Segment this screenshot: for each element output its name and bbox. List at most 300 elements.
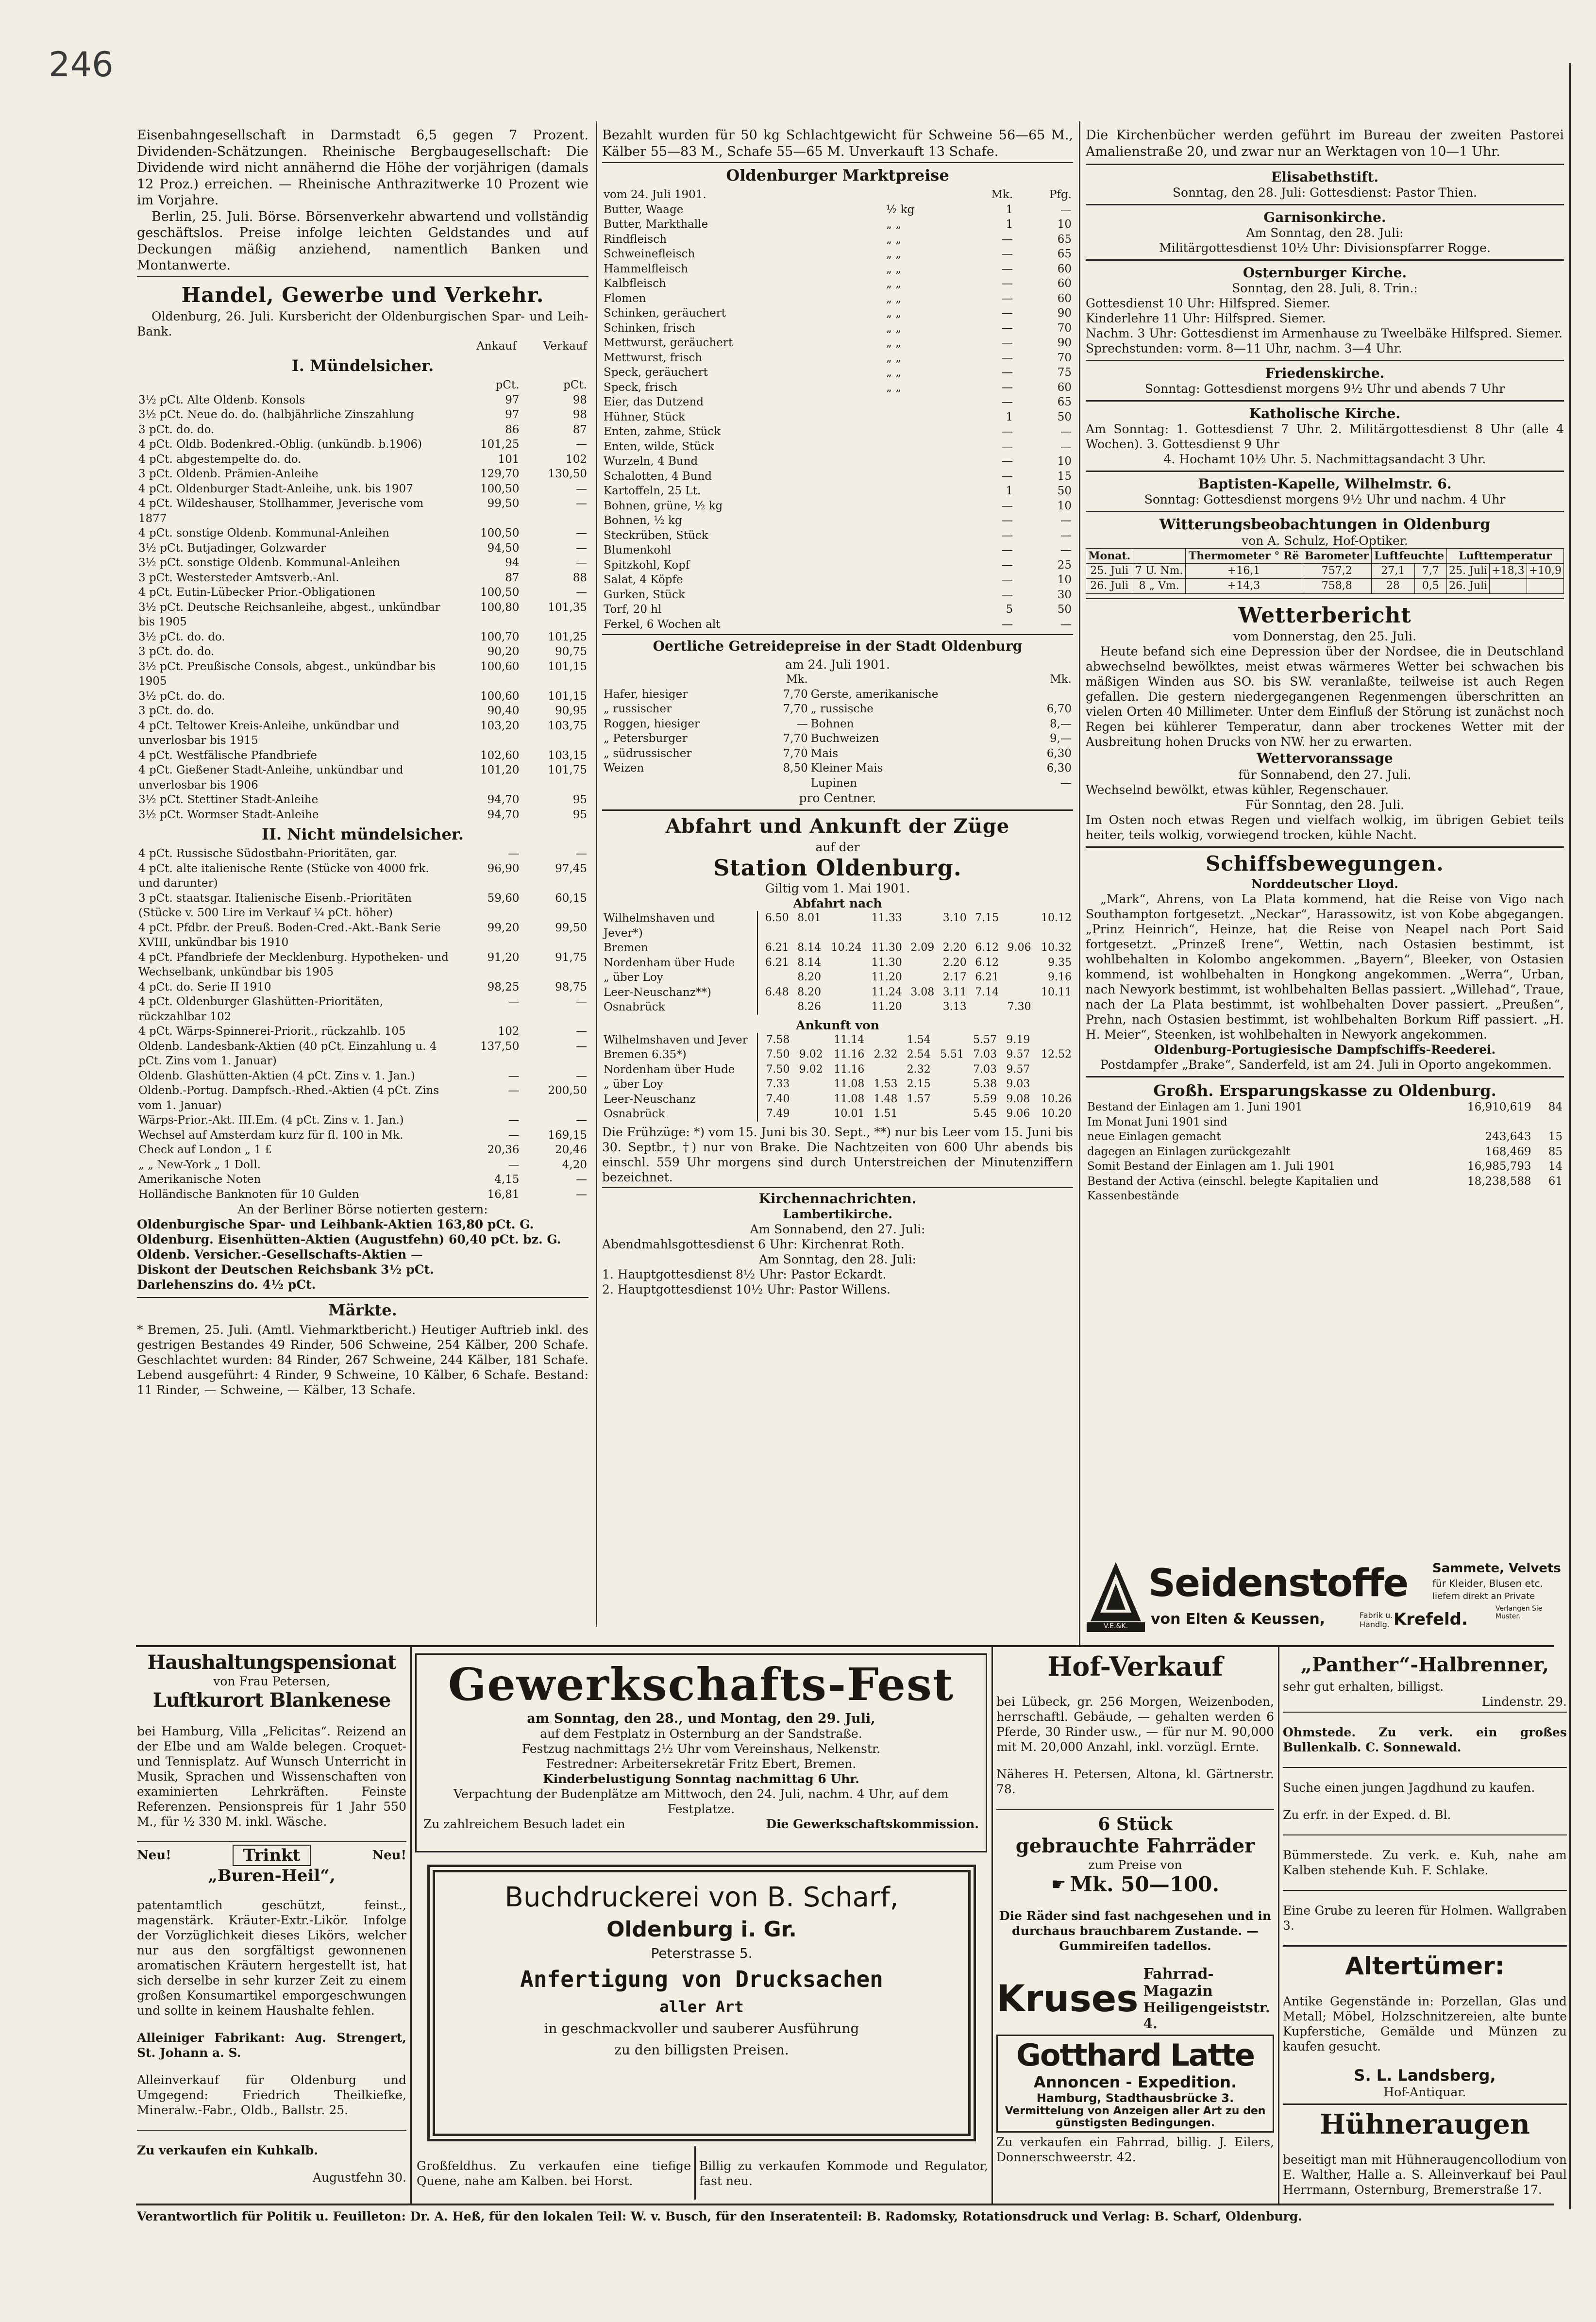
market-row-cell: „ „ [886, 218, 902, 231]
sparkasse-cell: 61 [1548, 1175, 1562, 1188]
bond-row-cell: 101,20 [480, 764, 520, 776]
market-row-cell: Salat, 4 Köpfe [604, 573, 683, 586]
weather-table [1086, 548, 1564, 594]
market-row-cell: Ferkel, 6 Wochen alt [604, 618, 721, 631]
bond-row-cell: 4 pCt. alte italienische Rente (Stücke von 4000 frk. und darunter) [138, 862, 429, 890]
gewerk-sign-row [423, 1817, 979, 1832]
haushalt-kurort: Luftkurort Blankenese [152, 1689, 391, 1712]
weather-cell: 27,1 [1372, 564, 1415, 579]
market-row-cell: — [1060, 440, 1072, 453]
bond-row [137, 1158, 588, 1173]
bond-row-cell: — [508, 847, 520, 860]
seiden-muster: Verlangen Sie Muster. [1495, 1605, 1543, 1620]
market-row-cell: 10 [1057, 455, 1072, 468]
bond-row [137, 644, 588, 659]
osternburg-line: Sonntag, den 28. Juli, 8. Trin.: [1232, 281, 1418, 295]
train-cell [932, 1077, 965, 1092]
grain-row-cell: 6,70 [1046, 703, 1072, 715]
bond-row [137, 1039, 588, 1069]
ads-rule-3 [1278, 1647, 1279, 2204]
train-cell: 7.50 [766, 1048, 790, 1060]
train-cell: 7.03 [973, 1048, 997, 1060]
sparkasse-cell: 18,238,588 [1467, 1175, 1531, 1188]
bond-row [137, 808, 588, 823]
market-row-cell: Kartoffeln, 25 Lt. [604, 485, 701, 497]
weather-cell: 0,5 [1414, 579, 1446, 594]
bond-row-cell: 98,75 [555, 980, 587, 993]
bond-row-cell: 103,20 [480, 719, 520, 732]
market-row-cell: — [1002, 337, 1013, 349]
market-row-cell: — [1002, 455, 1013, 468]
sparkasse-cell: 14 [1548, 1160, 1562, 1173]
ship-text: „Mark“, Ahrens, von La Plata kommend, hat die Reise von Vigo nach Southampton fortgesetzt. „Neckar“, Harassowitz, ist von Kobe abgegangen. „Prinz Heinrich“, Heinze, hat die Reise von Neapel nach Port Said fortgesetzt. „Prinzeß Irene“, Wettin, nach Ostasien bestimmt, ist wohlbehalten in Kolombo angekommen. „Bayern“, Bleeker, von Ostasien kommend, ist wohlbehalten in Hongkong angekommen. „Werra“, Urban, nach Newyork bestimmt, ist wohlbehalten Bellas passiert. „Willehad“, Traue, nach der La Plata bestimmt, ist wohlbehalten Dover passiert. „Preußen“, Prehn, nach Ostasien bestimmt, ist wohlbehalten Borkum Riff passiert. „H. H. Meier“, Steenken, ist wohlbehalten in Newyork angekommen. [1086, 892, 1564, 1042]
kruse-row [996, 1966, 1274, 2032]
latte-box [996, 2035, 1274, 2133]
bond-row-cell: 91,20 [487, 951, 520, 964]
bond-row-cell: 4 pCt. Oldb. Bodenkred.-Oblig. (unkündb. b.1906) [138, 438, 422, 451]
bond-row-cell: 94,70 [487, 793, 520, 806]
divider [1086, 259, 1564, 261]
bond-row-cell: — [576, 1040, 587, 1053]
wetterbericht-date: vom Donnerstag, den 25. Juli. [1233, 629, 1417, 643]
market-row-cell: Spitzkohl, Kopf [604, 558, 690, 572]
train-cell: 7.33 [766, 1078, 790, 1090]
kruse: Kruses [996, 1977, 1139, 2020]
bond-row-cell: 3 pCt. do. do. [138, 423, 215, 436]
train-cell: 8.26 [797, 1001, 822, 1013]
grain-row-cell: 6,30 [1046, 762, 1072, 774]
bond-row [137, 846, 588, 861]
market-row-cell: — [1002, 233, 1013, 246]
market-row-cell: — [1060, 544, 1072, 556]
market-row-cell: — [1002, 558, 1013, 572]
kath-line: Am Sonntag: 1. Gottesdienst 7 Uhr. 2. Militärgottesdienst 8 Uhr (alle 4 Wochen). 3. Gottesdienst 9 Uhr [1086, 422, 1564, 451]
market-row [602, 499, 1073, 514]
weather-by: von A. Schulz, Hof-Optiker. [1242, 534, 1408, 548]
bond-row [137, 585, 588, 600]
market-row [602, 217, 1073, 232]
haushalt-title: Haushaltungspensionat [147, 1651, 396, 1674]
vorhersage-line: Wechselnd bewölkt, etwas kühler, Regenschauer. [1086, 783, 1389, 797]
bond-row [137, 467, 588, 482]
market-row-cell: Speck, geräuchert [604, 366, 708, 379]
market-row-cell: 30 [1057, 588, 1072, 601]
train-cell: 9.02 [799, 1063, 823, 1076]
train-cell [757, 970, 790, 985]
train-cell: 6.50 [765, 912, 789, 924]
weather-cell: 26. Juli [1447, 579, 1490, 594]
bond-row-cell: — [576, 1069, 587, 1082]
bond-row-cell: 4 pCt. Pfdbr. der Preuß. Boden-Cred.-Akt.-Bank Serie XVIII, unkündbar bis 1910 [138, 921, 441, 949]
sub-muendelsicher: I. Mündelsicher. [291, 356, 434, 375]
osternburg-line: Nachm. 3 Uhr: Gottesdienst im Armenhause zu Tweelbäke Hilfspred. Siemer. [1086, 326, 1563, 340]
train-row [602, 956, 1073, 971]
bond-row [137, 1083, 588, 1113]
bond-row [137, 1024, 588, 1039]
gewerk-l2: auf dem Festplatz in Osternburg an der Sandstraße. [540, 1727, 862, 1741]
market-row [602, 232, 1073, 247]
train-cell [791, 1107, 824, 1122]
train-cell: Wilhelmshaven und Jever [602, 1033, 757, 1048]
market-row-cell: — [1002, 544, 1013, 556]
grain-row-cell [753, 776, 809, 791]
church-line: Abendmahlsgottesdienst 6 Uhr: Kirchenrat Roth. [602, 1237, 905, 1251]
fahrrad-mk-row [996, 1872, 1274, 1896]
grain-row-cell: „ russische [810, 703, 874, 715]
market-row [602, 469, 1073, 484]
bond-row-cell: Amerikanische Noten [138, 1173, 261, 1186]
train-cell [791, 1033, 824, 1048]
bond-row-cell: 4,15 [494, 1173, 520, 1186]
ads-bottom-rule [136, 2204, 1554, 2205]
train-cell: „ über Loy [602, 1077, 757, 1092]
train-cell: „ über Loy [602, 970, 757, 985]
market-row-cell [885, 484, 957, 499]
train-cell [904, 970, 936, 985]
bond-row-cell: 103,75 [548, 719, 587, 732]
alt-text: Antike Gegenstände in: Porzellan, Glas und Metall; Möbel, Holzschnitzereien, alte bunte Kupferstiche, Gemälde und Münzen zu kaufen gesucht. [1283, 1994, 1567, 2053]
bond-row-cell: 200,50 [548, 1084, 587, 1097]
gewerk-l7: Zu zahlreichem Besuch ladet ein [423, 1817, 625, 1831]
alt-title: Altertümer: [1345, 1952, 1505, 1980]
market-row-cell: — [1002, 292, 1013, 305]
fahrrad-mk: Mk. 50—100. [1070, 1872, 1220, 1896]
kath-title: Katholische Kirche. [1249, 405, 1401, 421]
market-row [602, 395, 1073, 410]
grain-row-cell: Weizen [604, 762, 644, 774]
gewerk-l1: am Sonntag, den 28., und Montag, den 29. Juli, [527, 1711, 875, 1726]
ad-kommode [699, 2146, 988, 2200]
train-cell [904, 956, 936, 971]
divider [602, 634, 1073, 635]
weather-cell: 7,7 [1414, 564, 1446, 579]
train-cell: 5.59 [973, 1093, 997, 1105]
bond-row-cell: 129,70 [480, 468, 520, 480]
train-cell: 11.16 [834, 1063, 865, 1076]
divider [602, 1187, 1073, 1188]
market-row-cell: — [1002, 307, 1013, 320]
bond-row-cell: 4 pCt. Westfälische Pfandbriefe [138, 749, 317, 762]
seiden-word: Seidenstoffe [1148, 1562, 1408, 1605]
train-row [602, 1047, 1073, 1062]
bond-row-cell: 3½ pCt. Wormser Stadt-Anleihe [138, 808, 319, 821]
bond-row-cell: 101,25 [480, 438, 520, 451]
seiden-r1: Sammete, Velvets [1432, 1561, 1561, 1576]
train-cell: 7.58 [766, 1033, 790, 1046]
grain-row-cell [998, 687, 1073, 702]
market-row [602, 262, 1073, 277]
train-cell: 2.54 [907, 1048, 931, 1060]
grain-row-cell: 7,70 [783, 747, 808, 760]
lamberti-title: Lambertikirche. [783, 1207, 892, 1221]
train-cell: 3.08 [910, 986, 935, 998]
bond-row-cell: 4 pCt. do. Serie II 1910 [138, 980, 271, 993]
market-row-cell: — [1002, 425, 1013, 438]
bond-row-cell: 4 pCt. Oldenburger Glashütten-Prioritäten, rückzahlbar 102 [138, 995, 384, 1023]
bond-row-cell: 94,70 [487, 808, 520, 821]
grain-row [602, 717, 1073, 732]
train-cell: 10.26 [1041, 1093, 1072, 1105]
bond-row-cell: 100,60 [480, 690, 520, 703]
market-row-cell: ½ kg [886, 203, 915, 216]
weather-head-cell [1133, 549, 1185, 564]
bond-table-2 [137, 846, 588, 1202]
train-cell: 9.35 [1048, 956, 1072, 969]
bond-row-cell: 16,81 [487, 1188, 520, 1201]
train-cell: 9.19 [1006, 1033, 1030, 1046]
bond-row-cell: 60,15 [555, 892, 587, 905]
scharf-l2: zu den billigsten Preisen. [614, 2042, 789, 2058]
market-row [602, 276, 1073, 291]
train-cell: Leer-Neuschanz**) [602, 985, 757, 1000]
scharf-street: Peterstrasse 5. [651, 1945, 753, 1961]
market-row [602, 291, 1073, 306]
market-row-cell: 1 [1006, 410, 1013, 423]
weather-cell: +16,1 [1185, 564, 1302, 579]
market-row-cell: „ „ [886, 248, 902, 260]
market-row-cell: 65 [1057, 248, 1072, 260]
divider [1283, 2103, 1567, 2105]
bond-row [137, 792, 588, 808]
train-row [602, 1033, 1073, 1048]
ad-gewerkschaft [415, 1653, 987, 1852]
weather-cell: +18,3 [1490, 564, 1527, 579]
berlin-boerse: Berlin, 25. Juli. Börse. Börsenverkehr abwartend und vollständig geschäftslos. Preise infolge leichten Geldstandes und auf Deckungen mäßig anziehend, namentlich Banken und Montanwerte. [137, 209, 588, 273]
hof-text: bei Lübeck, gr. 256 Morgen, Weizenboden, herrschaftl. Gebäude, — gehalten werden 6 Pferde, 30 Rinder usw., — für nur M. 90,000 mit M. 20,000 Anzahl, inkl. vorzügl. Ernte. [996, 1695, 1274, 1754]
bond-row-cell: 169,15 [548, 1128, 587, 1142]
ad-grossfeldhus [417, 2146, 691, 2200]
market-row-cell [885, 469, 957, 484]
ad-panther [1283, 1651, 1567, 2200]
market-row-cell: — [1060, 514, 1072, 527]
vorhersage-lines [1086, 767, 1564, 842]
train-cell: 6.21 [975, 971, 999, 983]
market-row-cell: — [1002, 470, 1013, 483]
divider [1086, 400, 1564, 402]
train-cell: 2.15 [907, 1078, 931, 1090]
seidenstoffe-ad [1083, 1556, 1561, 1639]
train-cell: Nordenham über Hude [602, 956, 757, 971]
train-cell: 5.57 [973, 1033, 997, 1046]
vorhersage-line: Im Osten noch etwas Regen und vielfach wolkig, im übrigen Gebiet teils heiter, teils wolkig, vorwiegend trocken, kühle Nacht. [1086, 813, 1564, 842]
kursbericht: Oldenburg, 26. Juli. Kursbericht der Oldenburgischen Spar- und Leih-Bank. [137, 309, 588, 338]
grain-row-cell: Kleiner Mais [810, 762, 883, 774]
bond-row-cell: 99,50 [487, 497, 520, 510]
bond-row-cell: Holländische Banknoten für 10 Gulden [138, 1188, 359, 1201]
grain-row-cell: „ russischer [604, 703, 672, 715]
bond-row-cell: 3 pCt. staatsgar. Italienische Eisenb.-Prioritäten (Stücke v. 500 Lire im Verkauf ¼ pCt. höher) [138, 892, 412, 919]
bond-row-cell: 101,75 [548, 764, 587, 776]
wetterbericht-title: Wetterbericht [1238, 603, 1411, 628]
bond-row [137, 526, 588, 541]
sparkasse-cell: Somit Bestand der Einlagen am 1. Juli 1901 [1087, 1160, 1336, 1173]
alt-sub: Hof-Antiquar. [1383, 2085, 1466, 2099]
bond-row [137, 719, 588, 748]
bond-row-cell: 102 [566, 453, 587, 466]
train-cell: 10.01 [834, 1108, 865, 1120]
market-row-cell: — [1002, 262, 1013, 275]
train-cell: 9.08 [1006, 1093, 1030, 1105]
bond-row-cell: 3½ pCt. do. do. [138, 630, 225, 643]
train-cell [932, 1033, 965, 1048]
sparkasse-cell: Im Monat Juni 1901 sind [1087, 1115, 1227, 1128]
bond-row-cell: — [508, 1114, 520, 1127]
market-row-cell: Schalotten, 4 Bund [604, 470, 712, 483]
bond-row-cell: 4,20 [562, 1158, 587, 1171]
train-cell: 1.51 [874, 1108, 898, 1120]
bond-row-cell: — [576, 1114, 587, 1127]
market-row-cell: Bohnen, grüne, ½ kg [604, 499, 723, 512]
train-auf: auf der [815, 840, 860, 854]
kuhkalb: Zu verkaufen ein Kuhkalb. [137, 2143, 318, 2157]
train-cell: 9.06 [1007, 942, 1031, 954]
train-cell: 2.09 [910, 942, 935, 954]
sparkasse-cell: Bestand der Einlagen am 1. Juni 1901 [1087, 1101, 1303, 1113]
market-row-cell: — [1060, 425, 1072, 438]
market-row-cell: Butter, Waage [604, 203, 684, 216]
grain-row-cell: Hafer, hiesiger [604, 688, 688, 701]
scharf-art: aller Art [659, 1998, 744, 2016]
sparkasse-cell: neue Einlagen gemacht [1087, 1130, 1221, 1143]
huehner-title: Hühneraugen [1320, 2108, 1530, 2140]
vorhersage-line: für Sonnabend, den 27. Juli. [1238, 768, 1411, 782]
market-row-cell: — [1002, 499, 1013, 512]
divider [1086, 164, 1564, 165]
divider [137, 2130, 406, 2131]
berliner-rows [137, 1217, 588, 1292]
bond-row-cell: 101,35 [548, 601, 587, 614]
baptist-title: Baptisten-Kapelle, Wilhelmstr. 6. [1198, 476, 1452, 492]
bond-row-cell: 4 pCt. Russische Südostbahn-Prioritäten, gar. [138, 847, 398, 860]
market-row-cell [885, 513, 957, 528]
kuhkalb-addr: Augustfehn 30. [312, 2171, 406, 2185]
weather-cell: 8 „ Vm. [1133, 579, 1185, 594]
ads-top-rule [136, 1645, 1554, 1647]
train-cell [823, 970, 863, 985]
train-cell: 11.08 [834, 1093, 865, 1105]
church-line: Am Sonnabend, den 27. Juli: [750, 1222, 925, 1236]
train-cell: Wilhelmshaven und Jever*) [602, 911, 757, 941]
buemmerstede: Bümmerstede. Zu verk. e. Kuh, nahe am Kalben stehende Kuh. F. Schlake. [1283, 1848, 1567, 1877]
scharf-title: Buchdruckerei von B. Scharf, [504, 1882, 899, 1913]
market-row-cell: 75 [1057, 366, 1072, 379]
fahrrad-stueck: 6 Stück [1098, 1814, 1173, 1834]
bond-row-cell: — [508, 1084, 520, 1097]
bond-row [137, 422, 588, 437]
jagdhund: Suche einen jungen Jagdhund zu kaufen. [1283, 1781, 1535, 1795]
gewerk-l8: Die Gewerkschaftskommission. [766, 1817, 979, 1831]
osternburg-line: Gottesdienst 10 Uhr: Hilfspred. Siemer. [1086, 296, 1330, 310]
grain-row-cell: Mais [810, 747, 839, 760]
bond-row-cell: 95 [572, 793, 587, 806]
train-cell: 9.57 [1006, 1048, 1030, 1060]
latte-hh: Hamburg, Stadthausbrücke 3. [1036, 2091, 1234, 2105]
train-cell [1000, 911, 1032, 941]
train-row [602, 1062, 1073, 1077]
divider [137, 1841, 406, 1842]
sparkasse-row [1086, 1159, 1564, 1174]
sparkasse-cell: Bestand der Activa (einschl. belegte Kapitalien und Kassenbestände [1087, 1175, 1379, 1202]
market-row-cell: Mettwurst, geräuchert [604, 337, 733, 349]
grain-row-cell: 9,— [1050, 732, 1072, 745]
market-row-cell: Torf, 20 hl [604, 603, 662, 616]
vorhersage-line: Für Sonntag, den 28. Juli. [1245, 798, 1405, 812]
train-cell: 11.08 [834, 1078, 865, 1090]
train-title: Abfahrt und Ankunft der Züge [665, 815, 1010, 838]
seiden-r2: für Kleider, Blusen etc. [1432, 1578, 1543, 1589]
bond-row-cell: 3½ pCt. Deutsche Reichsanleihe, abgest., unkündbar bis 1905 [138, 601, 440, 628]
market-row-cell: — [1002, 440, 1013, 453]
bond-row-cell: 94,50 [487, 541, 520, 555]
market-row-cell: Wurzeln, 4 Bund [604, 455, 698, 468]
grain-row [602, 776, 1073, 791]
market-row-cell: Speck, frisch [604, 381, 677, 394]
market-row [602, 202, 1073, 218]
market-row-cell: 60 [1057, 262, 1072, 275]
market-row-cell: 10 [1057, 573, 1072, 586]
kommode-text: Billig zu verkaufen Kommode und Regulator, fast neu. [699, 2159, 988, 2188]
weather-cell: 25. Juli [1086, 564, 1133, 579]
grain-row-cell: 7,70 [783, 703, 808, 715]
haushalt-text: bei Hamburg, Villa „Felicitas“. Reizend an der Elbe und am Walde belegen. Croquet- und Tennisplatz. Auf Wunsch Unterricht in Musik, Sprachen und Wissenschaften von examinierten Lehrkräften. Feinste Referenzen. Pensionspreis für 1 Jahr 550 M., für ½ 330 M. inkl. Wäsche. [137, 1724, 406, 1829]
bond-row-cell: Wechsel auf Amsterdam kurz für fl. 100 in Mk. [138, 1128, 403, 1142]
weather-title: Witterungsbeobachtungen in Oldenburg [1159, 516, 1491, 533]
garnison-line: Am Sonntag, den 28. Juli: [1246, 226, 1404, 240]
ad-haushalt [137, 1651, 406, 2200]
alt-by: S. L. Landsberg, [1354, 2066, 1496, 2085]
bond-row-cell: — [576, 556, 587, 569]
grain-row-cell: „ südrussischer [604, 747, 692, 760]
panther-t1: sehr gut erhalten, billigst. [1283, 1680, 1444, 1694]
grain-row-cell: Roggen, hiesiger [604, 717, 700, 730]
train-cell: 9.16 [1048, 971, 1072, 983]
fahrrad-r1: Die Räder sind fast nachgesehen und in durchaus brauchbarem Zustande. — Gummireifen tadellos. [999, 1909, 1272, 1953]
weather-head-cell: Monat. [1086, 549, 1133, 564]
elisabeth-title: Elisabethstift. [1271, 169, 1379, 185]
market-row-cell: Hammelfleisch [604, 262, 689, 275]
bond-row-cell: 4 pCt. sonstige Oldenb. Kommunal-Anleihen [138, 527, 389, 539]
market-row-cell: Hühner, Stück [604, 410, 685, 423]
bond-row [137, 1187, 588, 1202]
train-row [602, 941, 1073, 956]
train-cell: 11.16 [834, 1048, 865, 1060]
train-cell: 5.38 [973, 1078, 997, 1090]
bond-row-cell: — [508, 1069, 520, 1082]
bond-row [137, 704, 588, 719]
train-cell: 2.32 [874, 1048, 898, 1060]
pyramid-logo-icon [1087, 1559, 1145, 1632]
market-row-cell: Kalbfleisch [604, 277, 666, 290]
right-margin-rule [1569, 63, 1571, 2209]
friedens-title: Friedenskirche. [1265, 365, 1385, 381]
bond-row-cell: 87 [572, 423, 587, 436]
column-rule-2 [1079, 121, 1080, 1646]
grain-foot: pro Centner. [799, 791, 876, 805]
bond-row-cell: — [576, 995, 587, 1008]
scharf-anf: Anfertigung von Drucksachen [520, 1966, 883, 1992]
train-cell [932, 1107, 965, 1122]
osternburg-line: Kinderlehre 11 Uhr: Hilfspred. Siemer. [1086, 311, 1326, 325]
bond-row-cell: 99,50 [555, 921, 587, 934]
bond-row-cell: 137,50 [480, 1040, 520, 1053]
bond-row-cell: 100,60 [480, 660, 520, 673]
ad-buchdruckerei [427, 1865, 976, 2141]
train-cell [932, 1062, 965, 1077]
church-title: Kirchennachrichten. [758, 1190, 917, 1207]
arrival-table [602, 1033, 1073, 1122]
market-row-cell: — [1002, 277, 1013, 290]
train-cell: 6.21 [765, 942, 789, 954]
